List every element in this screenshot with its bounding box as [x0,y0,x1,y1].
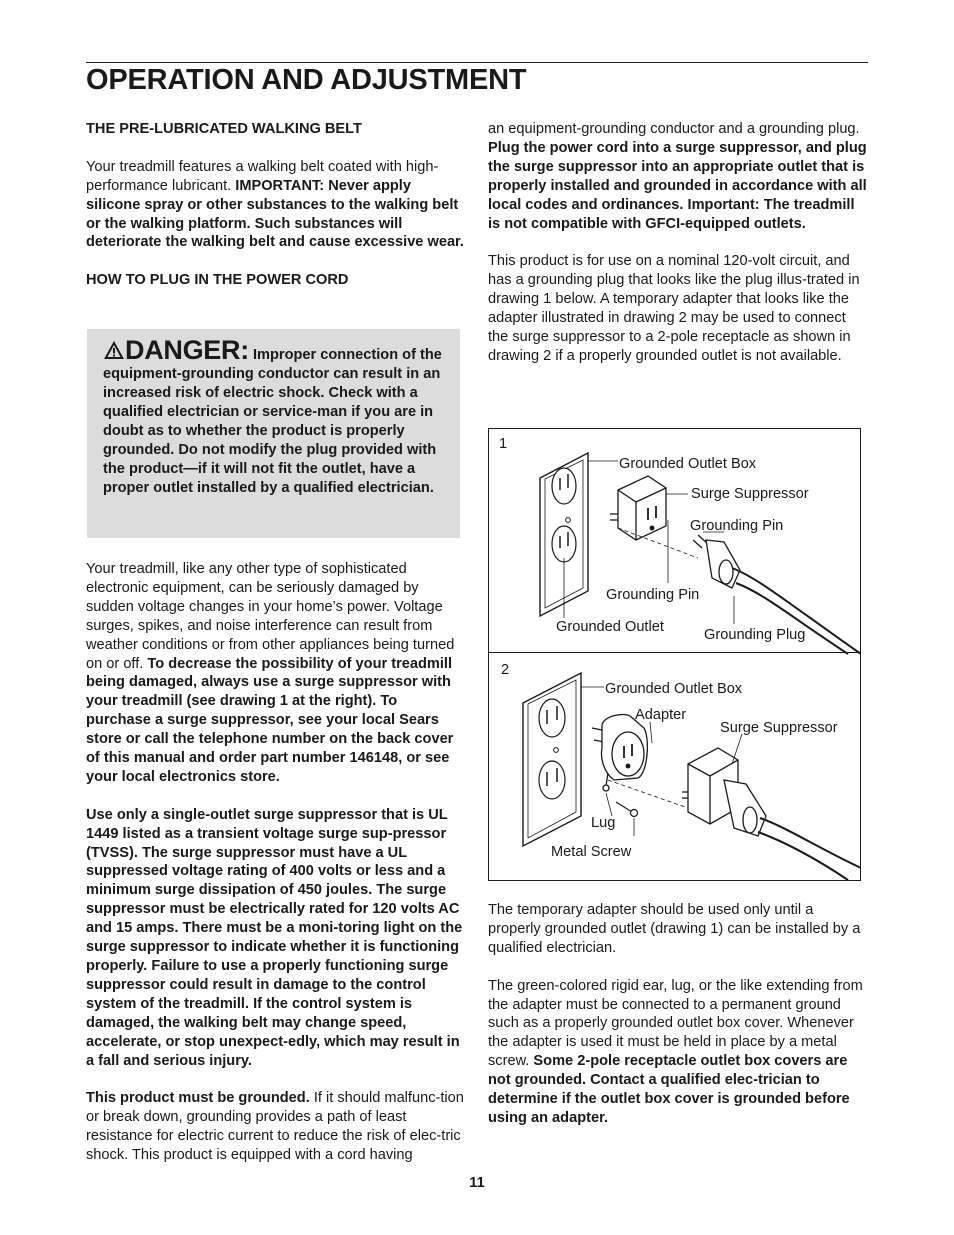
warning-triangle-icon [103,347,125,363]
label-surge-suppressor-2: Surge Suppressor [720,720,838,736]
paragraph-surge-requirements: Use only a single-outlet surge suppressor that is UL 1449 listed as a transient voltage surge sup-pressor (TVSS). The surge suppressor must have a UL suppressed voltage rating of 400 volts or less and a minimum surge dissipation of 450 joules. The surge suppressor must be electrically rated for 120 volts AC and 15 amps. There must be a moni-toring light on the surge suppressor to indicate whether it is functioning properly. Failure to use a properly functioning surge suppressor could result in damage to the control system of the treadmill. If the control system is damaged, the walking belt may change speed, accelerate, or stop unexpect-edly, which may result in a fall and serious injury. [86,806,463,1069]
drawings-figure [488,428,861,881]
section-heading-power-cord: HOW TO PLUG IN THE POWER CORD [86,272,349,289]
page-title: OPERATION AND ADJUSTMENT [86,64,527,96]
label-grounding-pin-upper: Grounding Pin [690,518,784,534]
danger-body: of the equipment-grounding conductor can result in an increased risk of electric shock. Check with a qualified electrician or service-man if you are in doubt as to whether the product is properly grounded. Do not modify the plug provided with the product—if it will not fit the outlet, have a proper outlet installed by a qualified electrician. [103,347,442,496]
label-grounded-outlet: Grounded Outlet [556,619,664,635]
left-column-top [86,120,466,290]
drawing-1 [499,436,861,654]
surge-suppressor-2 [682,748,861,880]
danger-text [103,335,448,498]
drawing-1-number: 1 [499,436,508,452]
paragraph-walking-belt: Your treadmill features a walking belt coated with high-performance lubricant. IMPORTANT: Never apply silicone spray or other substances to the walking belt or the walking platform. Such substances will deteriorate the walking belt and cause excessive wear. [86,158,464,251]
metal-screw [616,802,638,817]
paragraph-surge: Your treadmill, like any other type of sophisticated electronic equipment, can be seriously damaged by sudden voltage changes in your home’s power. Voltage surges, spikes, and noise interference can result from weather conditions or from other appliances being turned on or off. To decrease the possibility of your treadmill being damaged, always use a surge suppressor with your treadmill (see drawing 1 at the right). To purchase a surge suppressor, see your local Sears store or call the telephone number on the back cover of this manual and order part number 146148, or see your local electronics store. [86,561,455,785]
danger-lead: Improper connection [252,347,399,363]
header-rule [86,62,868,63]
page-number: 11 [469,1175,485,1191]
label-grounded-outlet-box-1: Grounded Outlet Box [619,456,757,472]
danger-heading: DANGER: [125,335,249,365]
label-metal-screw: Metal Screw [551,844,632,860]
two-pole-outlet-plate [523,673,581,846]
surge-suppressor-1 [610,476,666,540]
right-column-bottom [488,901,870,1128]
label-adapter: Adapter [635,707,687,723]
section-heading-walking-belt: THE PRE-LUBRICATED WALKING BELT [86,121,362,137]
label-grounded-outlet-box-2: Grounded Outlet Box [605,681,743,697]
adapter [592,714,647,791]
left-column-bottom [86,560,466,1165]
paragraph-grounded: This product must be grounded. If it should malfunc-tion or break down, grounding provides a path of least resistance for electric current to reduce the risk of elec-tric shock. This product is equipped with a cord having [86,1090,464,1164]
paragraph-temporary-adapter: The temporary adapter should be used only until a properly grounded outlet (drawing 1) can be installed by a qualified electrician. [488,902,861,956]
label-grounding-plug: Grounding Plug [704,627,806,643]
label-lug: Lug [591,815,616,831]
paragraph-grounding-conductor: an equipment-grounding conductor and a grounding plug. Plug the power cord into a surge suppressor, and plug the surge suppressor into an appropriate outlet that is properly installed and grounded in accordance with all local codes and ordinances. Important: The treadmill is not compatible with GFCI-equipped outlets. [488,121,867,232]
right-column-top [488,120,870,366]
label-grounding-pin-lower: Grounding Pin [606,587,700,603]
label-surge-suppressor-1: Surge Suppressor [691,486,809,502]
paragraph-120-volt: This product is for use on a nominal 120-volt circuit, and has a grounding plug that looks like the plug illus-trated in drawing 1 below. A temporary adapter that looks like the adapter illustrated in drawing 2 may be used to connect the surge suppressor to a 2-pole receptacle as shown in drawing 2 if a properly grounded outlet is not available. [488,253,860,364]
drawing-2 [501,662,861,880]
paragraph-green-lug: The green-colored rigid ear, lug, or the like extending from the adapter must be connected to a permanent ground such as a properly grounded outlet box cover. Whenever the adapter is used it must be held in place by a metal screw. Some 2-pole receptacle outlet box covers are not grounded. Contact a qualified elec-trician to determine if the outlet box cover is grounded before using an adapter. [488,977,863,1126]
drawing-2-number: 2 [501,662,510,678]
